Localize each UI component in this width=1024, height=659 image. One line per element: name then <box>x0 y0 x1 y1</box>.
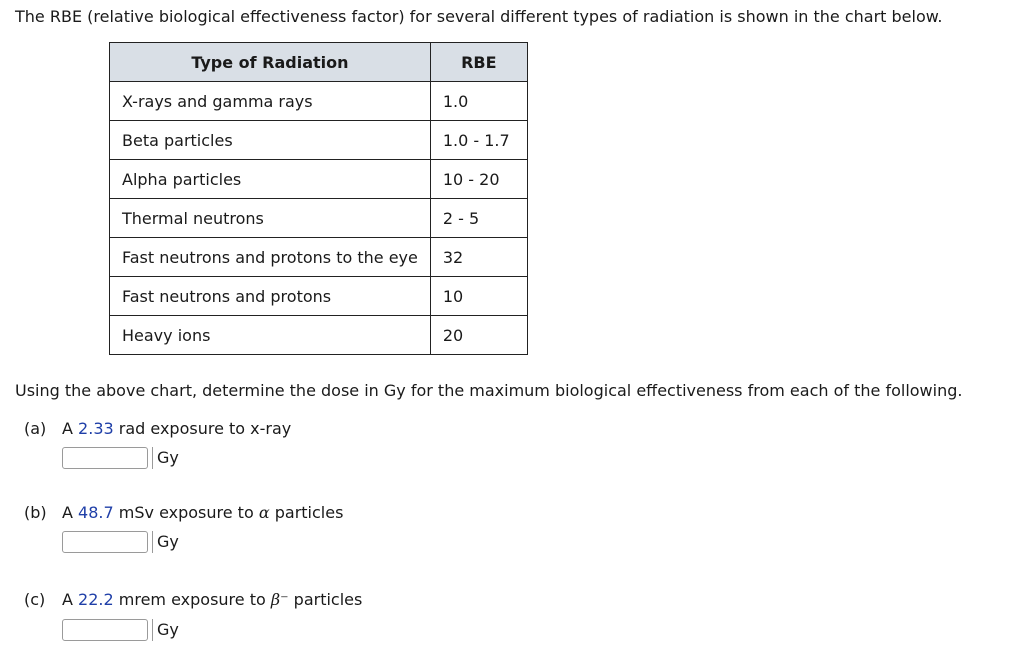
part-c <box>24 590 362 609</box>
part-prefix: A <box>62 503 73 522</box>
rbe-value: 10 - 20 <box>430 160 527 199</box>
table-row <box>110 316 528 355</box>
radiation-type: Heavy ions <box>110 316 431 355</box>
part-value: 2.33 <box>78 419 114 438</box>
radiation-type: X-rays and gamma rays <box>110 82 431 121</box>
answer-input-c[interactable] <box>62 619 148 641</box>
radiation-type: Thermal neutrons <box>110 199 431 238</box>
greek-symbol: β⁻ <box>270 590 289 609</box>
table-header-row <box>110 43 528 82</box>
question-text: Using the above chart, determine the dose in Gy for the maximum biological effectiveness from each of the following. <box>15 381 963 400</box>
unit-label: Gy <box>152 619 179 641</box>
part-tail: particles <box>293 590 363 609</box>
part-prefix: A <box>62 419 73 438</box>
answer-row-a <box>62 447 179 469</box>
table-row <box>110 121 528 160</box>
radiation-type: Fast neutrons and protons to the eye <box>110 238 431 277</box>
rbe-value: 10 <box>430 277 527 316</box>
part-value: 22.2 <box>78 590 114 609</box>
rbe-table <box>109 42 528 355</box>
table-row <box>110 160 528 199</box>
answer-input-b[interactable] <box>62 531 148 553</box>
header-rbe: RBE <box>430 43 527 82</box>
part-a <box>24 419 291 438</box>
rbe-value: 32 <box>430 238 527 277</box>
answer-row-c <box>62 619 179 641</box>
header-type: Type of Radiation <box>110 43 431 82</box>
intro-text: The RBE (relative biological effectiveness factor) for several different types of radiation is shown in the chart below. <box>15 7 943 26</box>
answer-input-a[interactable] <box>62 447 148 469</box>
rbe-value: 1.0 - 1.7 <box>430 121 527 160</box>
radiation-type: Beta particles <box>110 121 431 160</box>
part-tail: particles <box>274 503 344 522</box>
radiation-type: Fast neutrons and protons <box>110 277 431 316</box>
table-row <box>110 238 528 277</box>
rbe-value: 20 <box>430 316 527 355</box>
part-suffix: mrem exposure to <box>118 590 266 609</box>
table-row <box>110 82 528 121</box>
part-letter: (b) <box>24 503 47 522</box>
part-b <box>24 503 343 522</box>
unit-label: Gy <box>152 447 179 469</box>
part-prefix: A <box>62 590 73 609</box>
part-suffix: rad exposure to x-ray <box>118 419 292 438</box>
unit-label: Gy <box>152 531 179 553</box>
part-letter: (a) <box>24 419 47 438</box>
rbe-value: 2 - 5 <box>430 199 527 238</box>
answer-row-b <box>62 531 179 553</box>
part-suffix: mSv exposure to <box>118 503 254 522</box>
part-value: 48.7 <box>78 503 114 522</box>
greek-symbol: α <box>258 503 270 522</box>
radiation-type: Alpha particles <box>110 160 431 199</box>
part-letter: (c) <box>24 590 46 609</box>
table-row <box>110 199 528 238</box>
table-row <box>110 277 528 316</box>
rbe-value: 1.0 <box>430 82 527 121</box>
